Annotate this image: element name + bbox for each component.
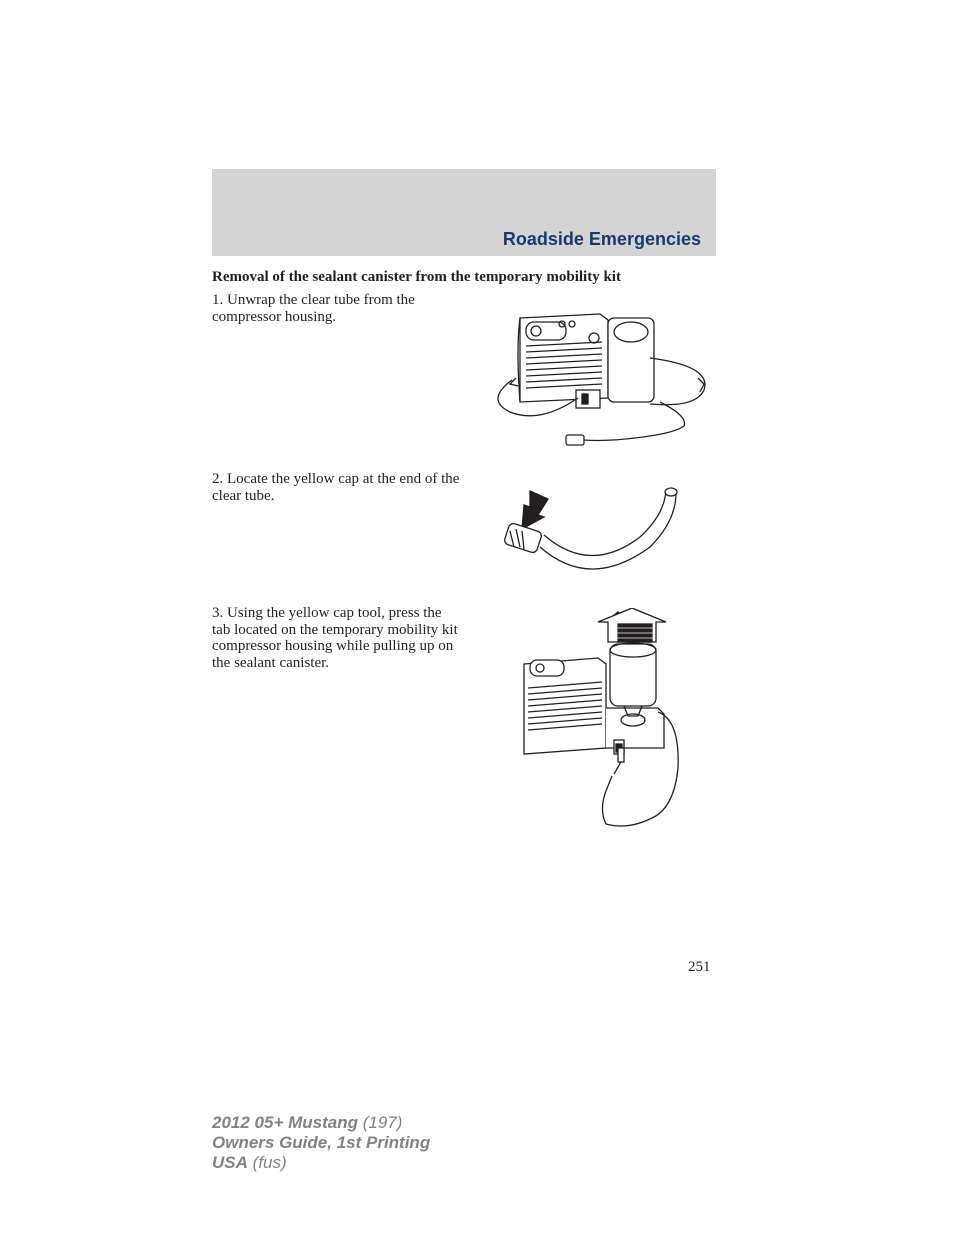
footer-model-code: (197)	[358, 1113, 403, 1132]
subheading: Removal of the sealant canister from the temporary mobility kit	[212, 269, 621, 285]
footer-model: 2012 05+ Mustang	[212, 1113, 358, 1132]
clear-tube-yellow-cap-illustration	[500, 485, 690, 577]
page-number: 251	[688, 959, 711, 975]
footer-printing: Owners Guide, 1st Printing	[212, 1133, 431, 1152]
section-title: Roadside Emergencies	[502, 229, 701, 249]
footer-line-3	[212, 1153, 430, 1173]
step-2-text: 2. Locate the yellow cap at the end of the clear tube.	[212, 471, 460, 504]
footer-market-code: (fus)	[247, 1153, 287, 1172]
footer-market: USA	[212, 1153, 248, 1172]
footer-line-2	[212, 1133, 430, 1153]
step-3-text: 3. Using the yellow cap tool, press the tab located on the temporary mobility kit compressor housing while pulling up on the sealant canister.	[212, 605, 458, 671]
compressor-unwrap-illustration	[490, 308, 712, 458]
canister-removal-illustration	[518, 608, 688, 834]
section-header-band	[212, 169, 716, 256]
step-1-text: 1. Unwrap the clear tube from the compressor housing.	[212, 292, 415, 325]
footer-line-1	[212, 1113, 430, 1133]
footer	[212, 1113, 430, 1173]
